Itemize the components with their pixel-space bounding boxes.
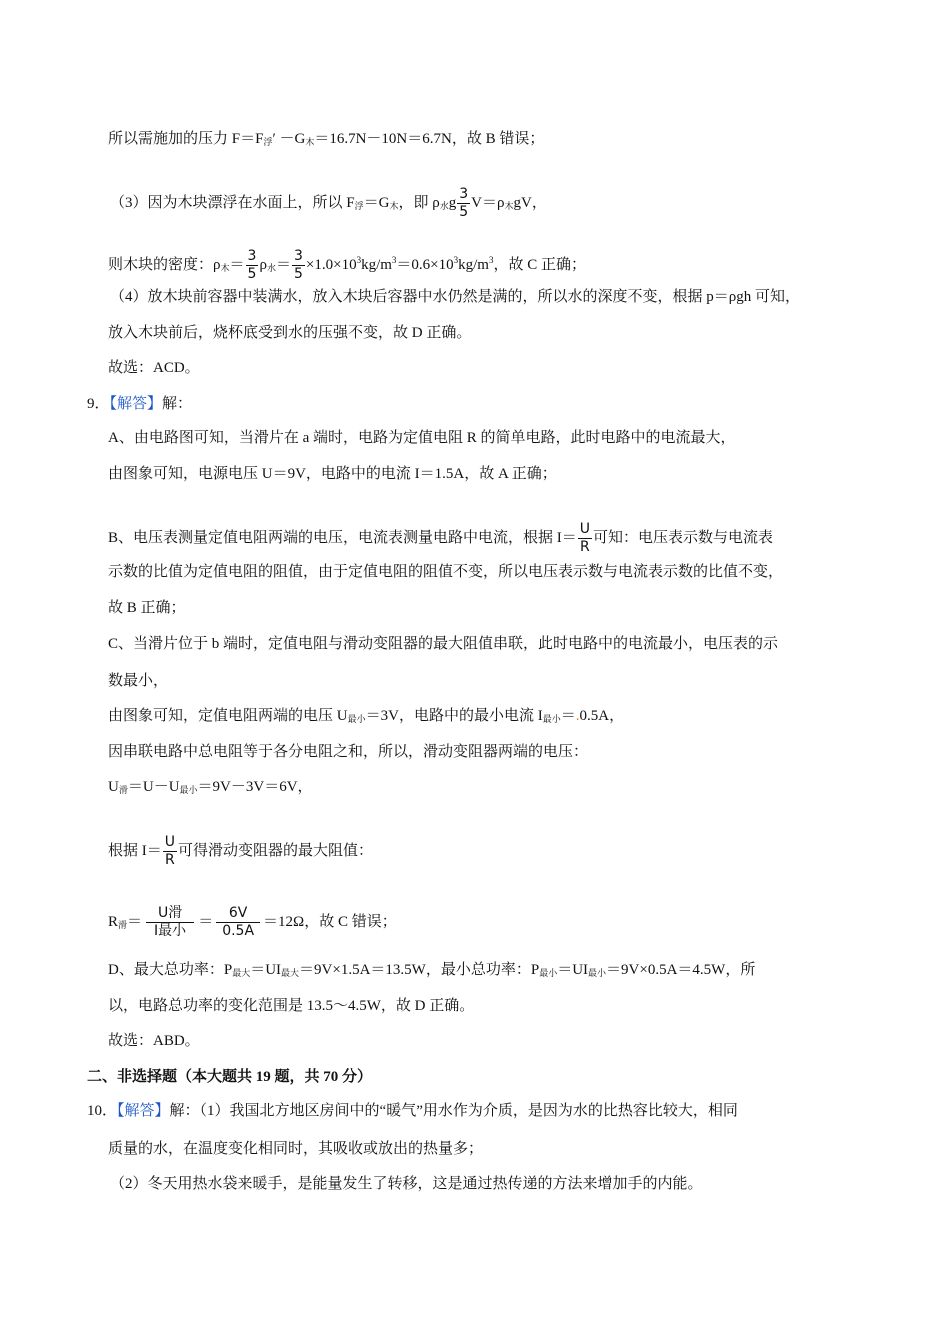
- subscript: 最小: [539, 968, 558, 978]
- subscript: 木: [504, 200, 514, 211]
- text-line: [108, 960, 755, 983]
- text: 所以需施加的压力 F＝F: [108, 131, 264, 147]
- subscript: 浮: [263, 137, 273, 147]
- text-line: （2）冬天用热水袋来暖手，是能量发生了转移，这是通过热传递的方法来增加手的内能。: [110, 1176, 703, 1192]
- text: ＝9V×1.5A＝13.5W，最小总功率：P: [299, 962, 540, 978]
- subscript: 浮: [354, 200, 364, 211]
- text-line: A、由电路图可知，当滑片在 a 端时，电路为定值电阻 R 的简单电路，此时电路中的电流最大，: [108, 430, 736, 446]
- subscript: 水: [439, 200, 449, 211]
- text-line: [108, 248, 586, 283]
- fraction: [292, 248, 305, 283]
- text: 0.5A，: [579, 708, 625, 724]
- text: ′ －G: [272, 131, 306, 147]
- text: ＝: [198, 913, 214, 930]
- text-line: [108, 834, 373, 869]
- text: g: [448, 194, 457, 211]
- subscript: 最小: [179, 785, 198, 795]
- text: gV，: [513, 194, 547, 211]
- text: 可得滑动变阻器的最大阻值：: [178, 842, 374, 859]
- text: 则木块的密度：ρ: [108, 256, 221, 273]
- text-line: （4）放木块前容器中装满水，放入木块后容器中水仍然是满的，所以水的深度不变，根据 p＝ρgh 可知，: [110, 289, 800, 305]
- text: ＝U－U: [127, 779, 180, 795]
- text: ＝G: [363, 194, 390, 211]
- text: ＝9V－3V＝6V，: [197, 779, 313, 795]
- answer-tag: 【解答】: [117, 1103, 170, 1119]
- text-line: C、当滑片位于 b 端时，定值电阻与滑动变阻器的最大阻值串联，此时电路中的电流最小，电压表的示: [108, 636, 779, 652]
- numerator: U: [164, 834, 175, 850]
- denominator: 0.5A: [222, 923, 255, 939]
- text-line: 由图象可知，电源电压 U＝9V，电路中的电流 I＝1.5A，故 A 正确；: [108, 466, 557, 482]
- text: kg/m: [458, 256, 489, 273]
- fraction: [578, 521, 592, 556]
- denominator: I最小: [154, 923, 187, 939]
- text-line: [108, 777, 313, 800]
- denominator: R: [165, 852, 175, 868]
- subscript: 木: [389, 200, 399, 211]
- numerator: U滑: [146, 905, 194, 923]
- subscript: 最大: [281, 968, 300, 978]
- text-line: 故选：ACD。: [108, 360, 200, 376]
- text: ＝3V，电路中的最小电流 I: [365, 708, 543, 724]
- numerator: U: [579, 521, 591, 537]
- text-line: 故 B 正确；: [108, 600, 186, 616]
- text-line: 示数的比值为定值电阻的阻值，由于定值电阻的阻值不变，所以电压表示数与电流表示数的比值不变，: [108, 564, 784, 580]
- subscript: 最小: [542, 714, 561, 724]
- numerator: 3: [293, 248, 303, 264]
- denominator: 5: [293, 266, 303, 282]
- denominator: 5: [247, 266, 257, 282]
- denominator: 5: [459, 204, 469, 220]
- subscript: 水: [266, 262, 276, 273]
- text-line: 质量的水，在温度变化相同时，其吸收或放出的热量多；: [108, 1141, 484, 1157]
- text: V＝ρ: [471, 194, 505, 211]
- text: ×1.0×10: [305, 256, 357, 273]
- text: 根据 I＝: [108, 842, 162, 859]
- fraction: [146, 905, 194, 940]
- fraction: [246, 248, 259, 283]
- text: ，即 ρ: [398, 194, 440, 211]
- text-line: [108, 706, 624, 729]
- text: 解：: [162, 396, 193, 412]
- superscript: 3: [488, 254, 494, 265]
- numerator: 3: [247, 248, 257, 264]
- text: ＝16.7N－10N＝6.7N，故 B 错误；: [314, 131, 545, 147]
- text: 解：（1）我国北方地区房间中的“暖气”用水作为介质，是因为水的比热容比较大，相同: [169, 1103, 738, 1119]
- section-heading: 二、非选择题（本大题共 19 题，共 70 分）: [87, 1069, 373, 1085]
- subscript: 最大: [232, 968, 251, 978]
- subscript: 木: [220, 262, 230, 273]
- text: ＝0.6×10: [396, 256, 454, 273]
- text-line: [108, 521, 773, 556]
- text: ＝: [229, 256, 245, 273]
- text-line: 放入木块前后，烧杯底受到水的压强不变，故 D 正确。: [108, 325, 472, 341]
- text: D、最大总功率：P: [108, 962, 233, 978]
- answer-tag: 【解答】: [109, 396, 163, 412]
- text-line: [108, 129, 544, 152]
- subscript: 木: [305, 137, 315, 147]
- text: 由图象可知，定值电阻两端的电压 U: [108, 708, 348, 724]
- numerator: 3: [459, 186, 469, 202]
- denominator: R: [580, 539, 590, 555]
- text-line: 以，电路总功率的变化范围是 13.5～4.5W，故 D 正确。: [108, 998, 475, 1014]
- text-line: [110, 186, 547, 221]
- text: ＝: [275, 256, 291, 273]
- text: U: [108, 779, 119, 795]
- subscript: 滑: [118, 785, 128, 795]
- text: ＝9V×0.5A＝4.5W，所: [606, 962, 756, 978]
- subscript: 滑: [118, 919, 128, 930]
- subscript: 最小: [347, 714, 366, 724]
- fraction: [457, 186, 470, 221]
- text-line: 故选：ABD。: [108, 1033, 200, 1049]
- subscript: 最小: [588, 968, 607, 978]
- text: ＝UI: [557, 962, 589, 978]
- text-line: 数最小，: [108, 673, 169, 689]
- superscript: 3: [453, 254, 459, 265]
- text: kg/m: [361, 256, 392, 273]
- question-number: 10．: [87, 1103, 118, 1119]
- text: ，故 C 正确；: [493, 256, 586, 273]
- fraction: [163, 834, 177, 869]
- superscript: 3: [391, 254, 397, 265]
- text: R: [108, 913, 119, 930]
- text: ＝UI: [250, 962, 282, 978]
- fraction: [216, 905, 260, 940]
- question-number: 9．: [87, 396, 110, 412]
- superscript: 3: [356, 254, 362, 265]
- numerator: 6V: [216, 905, 260, 923]
- text: ＝12Ω，故 C 错误；: [263, 913, 397, 930]
- text: ＝: [560, 708, 576, 724]
- text: ρ: [259, 256, 267, 273]
- text: （3）因为木块漂浮在水面上，所以 F: [110, 194, 355, 211]
- text-line: 因串联电路中总电阻等于各分电阻之和，所以，滑动变阻器两端的电压：: [108, 744, 589, 760]
- text: ＝: [127, 913, 143, 930]
- mark: .: [575, 708, 580, 724]
- text: 可知：电压表示数与电流表: [593, 529, 774, 546]
- question-header: [87, 394, 192, 414]
- text: B、电压表测量定值电阻两端的电压，电流表测量电路中电流，根据 I＝: [108, 529, 577, 546]
- text-line: [108, 905, 397, 940]
- question-header: [87, 1101, 738, 1121]
